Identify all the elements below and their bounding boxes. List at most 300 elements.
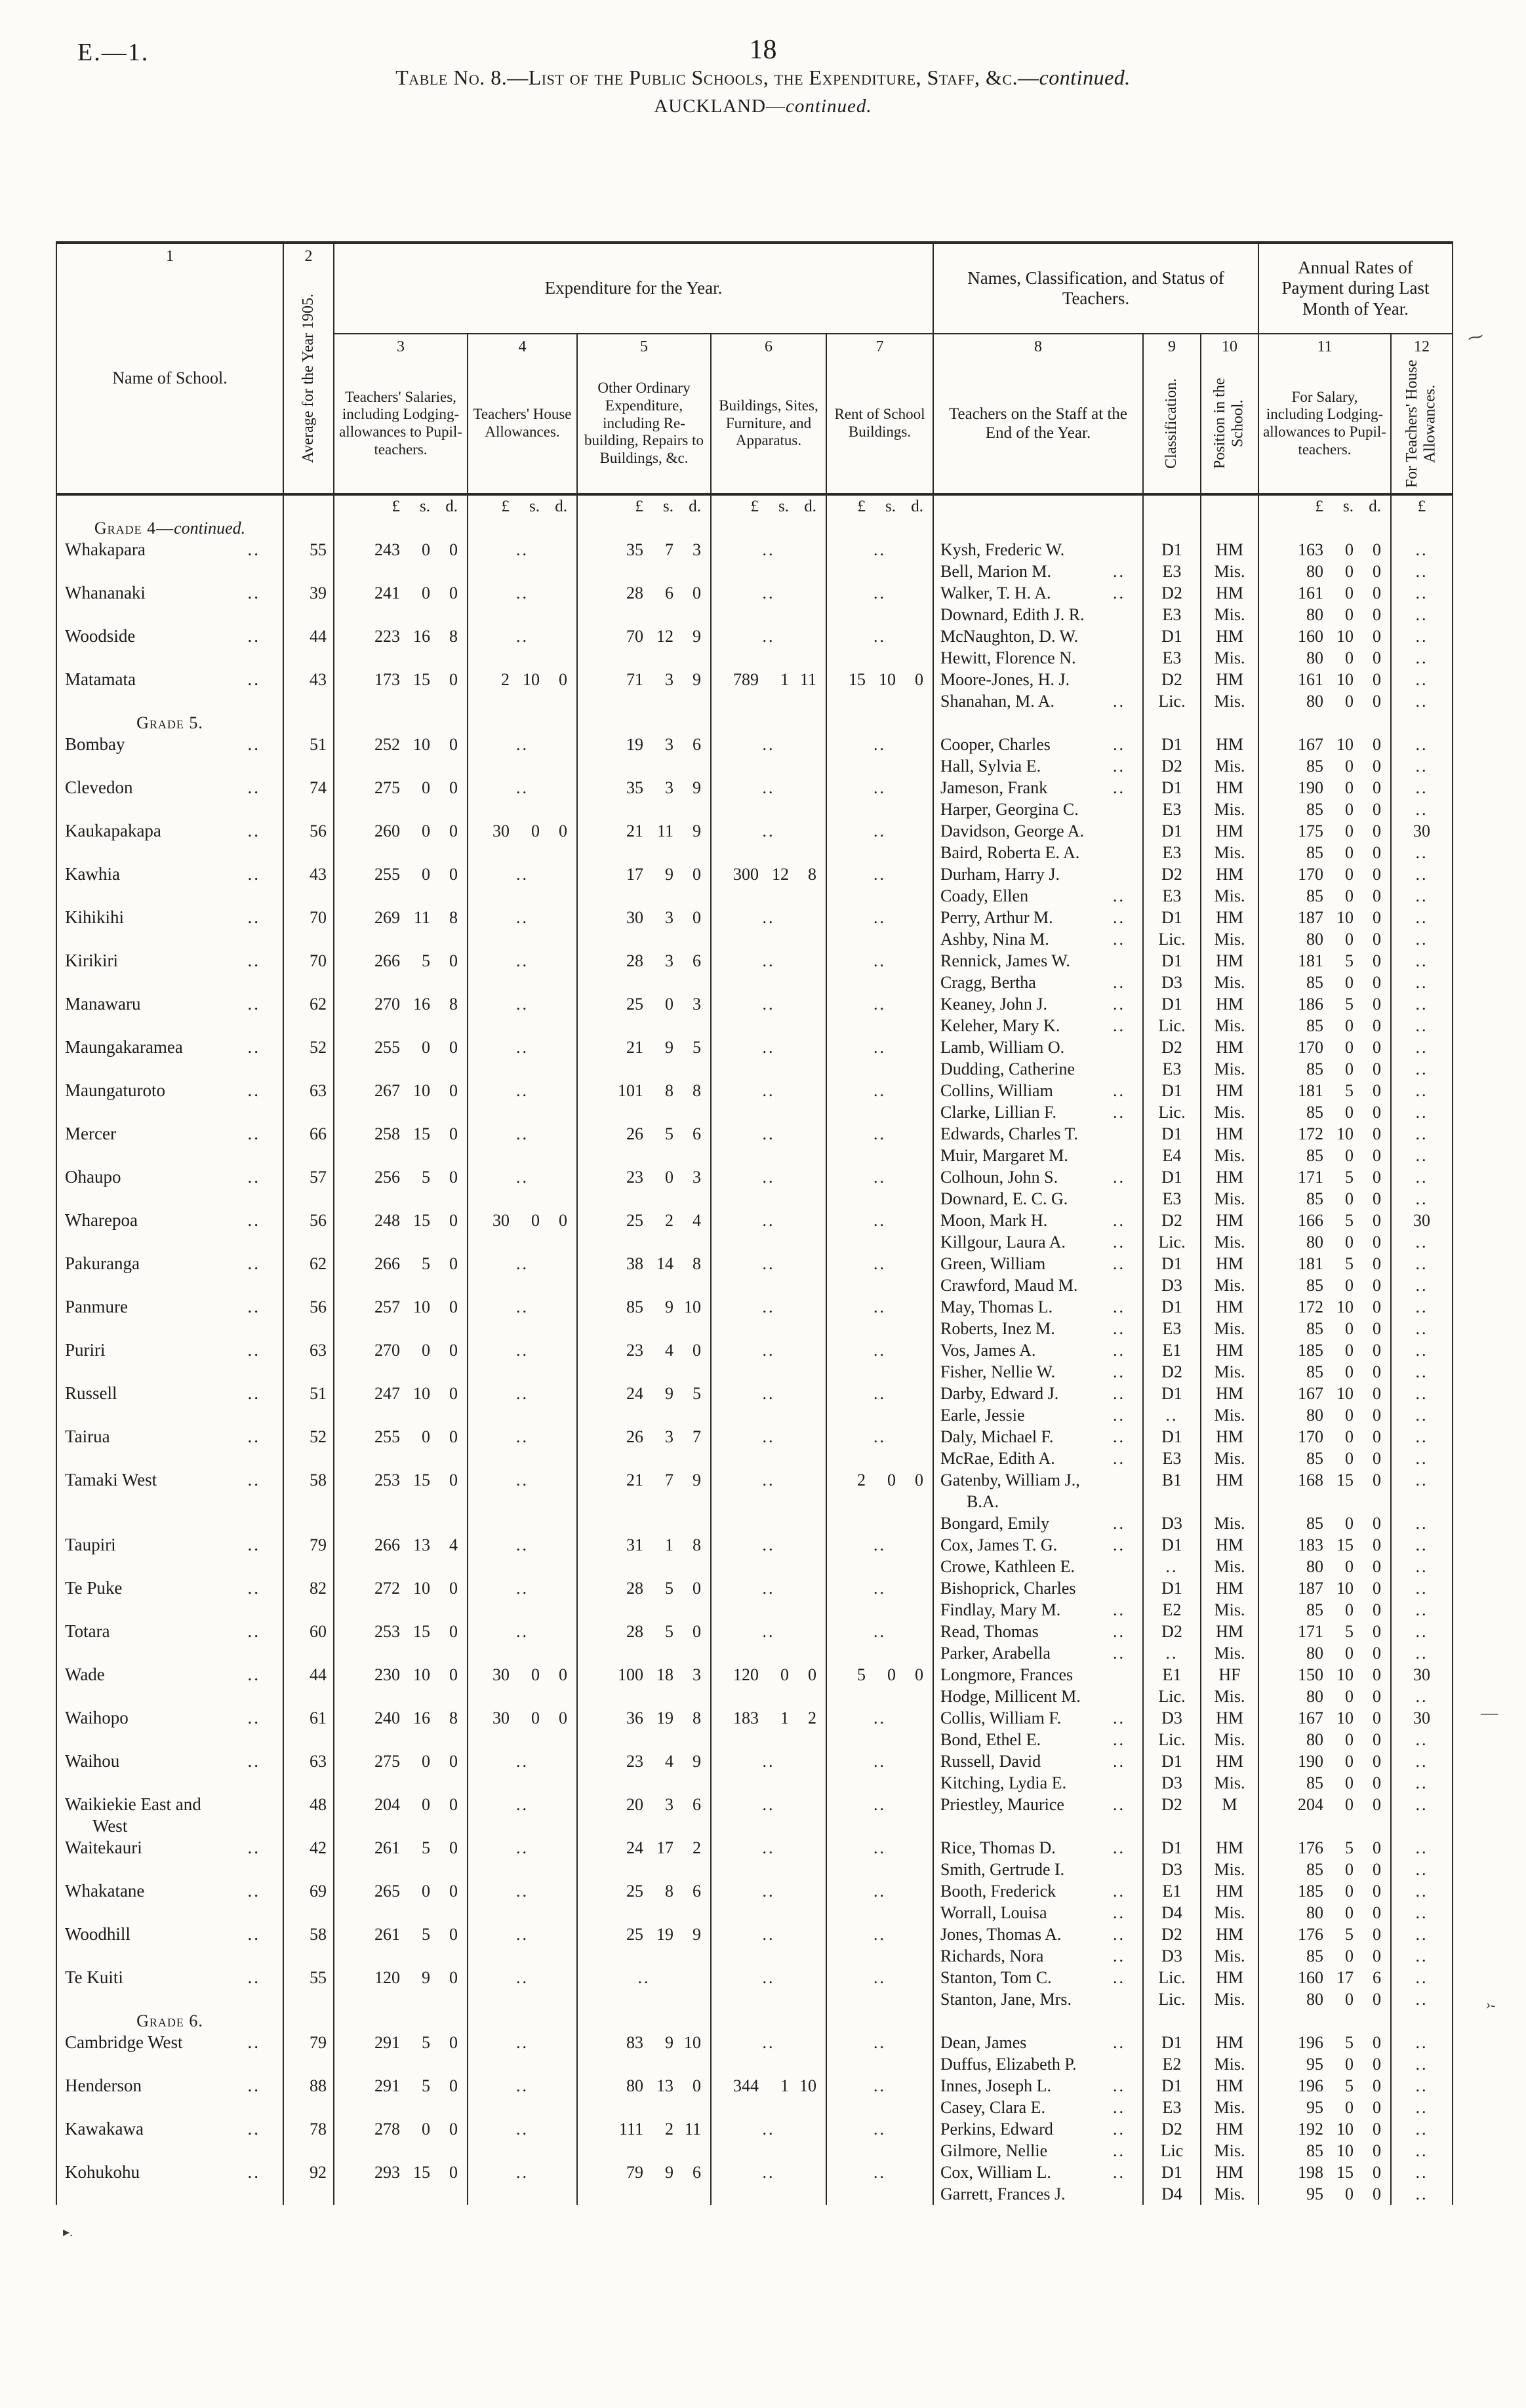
position-cell: Mis. <box>1200 1145 1258 1166</box>
school-cell: Panmure .. <box>65 1297 260 1316</box>
buildings-cell: £ s. d. <box>710 496 826 517</box>
table-row <box>57 972 1452 993</box>
avg-cell: 39 <box>283 582 333 604</box>
salaries-cell: 248 15 0 <box>333 1210 467 1231</box>
other-exp-cell: 85 9 10 <box>576 1296 710 1318</box>
house-allow-cell: 30 0 0 <box>467 1707 576 1729</box>
rate-salary-cell: 85 10 0 <box>1258 2140 1390 2161</box>
avg-cell <box>283 1945 333 1967</box>
house-allow-cell <box>467 799 576 820</box>
rate-salary-cell: 85 0 0 <box>1258 1274 1390 1296</box>
avg-cell: 63 <box>283 1750 333 1772</box>
buildings-cell: .. <box>710 1794 826 1815</box>
avg-cell <box>283 690 333 712</box>
salaries-cell <box>333 755 467 777</box>
table-row <box>57 690 1452 712</box>
buildings-cell: .. <box>710 1967 826 1988</box>
rate-salary-cell: 85 0 0 <box>1258 1772 1390 1794</box>
avg-cell <box>283 972 333 993</box>
rate-salary-cell: 175 0 0 <box>1258 820 1390 842</box>
position-cell: HM <box>1200 777 1258 799</box>
teacher-name-cell: Smith, Gertrude I. <box>933 1859 1142 1880</box>
house-allow-cell <box>467 2183 576 2205</box>
rate-salary-cell: 187 10 0 <box>1258 1577 1390 1599</box>
position-cell: Mis. <box>1200 1945 1258 1967</box>
table-row <box>57 950 1452 972</box>
teacher-name-cell: Ashby, Nina M. .. <box>933 928 1142 950</box>
classification-cell: D2 <box>1142 1210 1200 1231</box>
buildings-cell <box>710 1448 826 1469</box>
avg-cell <box>283 2140 333 2161</box>
salaries-cell <box>333 1361 467 1383</box>
col-number-9: 9 <box>1168 338 1176 355</box>
table-row <box>57 1664 1452 1686</box>
rent-cell <box>826 799 933 820</box>
salaries-cell: 266 13 4 <box>333 1534 467 1556</box>
rent-cell: 15 10 0 <box>826 669 933 690</box>
rate-house-cell: .. <box>1390 2075 1452 2097</box>
header-group-expenditure <box>333 244 933 334</box>
header-average <box>283 244 333 493</box>
position-cell: Mis. <box>1200 2140 1258 2161</box>
avg-cell <box>283 2053 333 2075</box>
rate-salary-cell: 80 0 0 <box>1258 561 1390 582</box>
rate-house-cell: .. <box>1390 863 1452 885</box>
rate-house-cell: .. <box>1390 1058 1452 1080</box>
avg-cell <box>283 842 333 863</box>
teacher-name-cell: May, Thomas L. .. <box>933 1296 1142 1318</box>
other-exp-cell: 25 2 4 <box>576 1210 710 1231</box>
col-label-house-allowances: Teachers' House Allowances. <box>473 406 572 440</box>
other-exp-cell <box>576 2183 710 2205</box>
house-allow-cell: .. <box>467 1924 576 1945</box>
col-label-name-of-school: Name of School. <box>112 368 228 387</box>
rate-salary-cell: 80 0 0 <box>1258 928 1390 950</box>
avg-cell <box>283 1729 333 1750</box>
buildings-cell: .. <box>710 539 826 561</box>
table-row <box>57 907 1452 928</box>
classification-cell: E3 <box>1142 842 1200 863</box>
rent-cell: .. <box>826 1924 933 1945</box>
rate-house-cell: .. <box>1390 647 1452 669</box>
rate-house-cell: .. <box>1390 2097 1452 2118</box>
position-cell: Mis. <box>1200 1404 1258 1426</box>
teacher-name-cell: Moon, Mark H. .. <box>933 1210 1142 1231</box>
other-exp-cell <box>576 561 710 582</box>
classification-cell: E3 <box>1142 647 1200 669</box>
rate-house-cell: .. <box>1390 582 1452 604</box>
rent-cell <box>826 2010 933 2032</box>
rent-cell: .. <box>826 1967 933 1988</box>
salaries-cell <box>333 1988 467 2010</box>
position-cell: Mis. <box>1200 647 1258 669</box>
house-allow-cell <box>467 1058 576 1080</box>
rate-house-cell: .. <box>1390 1231 1452 1253</box>
table-row <box>57 1188 1452 1210</box>
table-row <box>57 1556 1452 1577</box>
other-exp-cell <box>576 604 710 625</box>
col-number-2: 2 <box>304 248 313 265</box>
school-cell: Grade 6. <box>136 2011 203 2030</box>
table-row <box>57 1318 1452 1339</box>
rate-salary-cell: 167 10 0 <box>1258 1383 1390 1404</box>
teacher-name-cell <box>933 2010 1142 2032</box>
subtitle-region: AUCKLAND— <box>654 96 786 117</box>
rate-house-cell: .. <box>1390 1988 1452 2010</box>
school-cell <box>57 2140 283 2161</box>
avg-cell <box>283 1512 333 1534</box>
salaries-cell: 253 15 0 <box>333 1469 467 1491</box>
position-cell: Mis. <box>1200 1188 1258 1210</box>
buildings-cell: .. <box>710 734 826 755</box>
table-row <box>57 1902 1452 1924</box>
rate-salary-cell: 85 0 0 <box>1258 1015 1390 1036</box>
rate-salary-cell: 186 5 0 <box>1258 993 1390 1015</box>
salaries-cell: 223 16 8 <box>333 625 467 647</box>
table-title <box>0 66 1526 90</box>
rent-cell <box>826 1231 933 1253</box>
other-exp-cell: 38 14 8 <box>576 1253 710 1274</box>
house-allow-cell: .. <box>467 582 576 604</box>
table-row <box>57 1967 1452 1988</box>
position-cell: HM <box>1200 2032 1258 2053</box>
school-cell <box>57 1101 283 1123</box>
position-cell: Mis. <box>1200 1902 1258 1924</box>
rent-cell: .. <box>826 1794 933 1815</box>
buildings-cell <box>710 885 826 907</box>
rent-cell: .. <box>826 2118 933 2140</box>
table-row <box>57 1729 1452 1750</box>
teacher-name-cell: Collis, William F. .. <box>933 1707 1142 1729</box>
school-cell: Puriri .. <box>65 1340 260 1360</box>
rate-house-cell: .. <box>1390 1686 1452 1707</box>
house-allow-cell <box>467 1015 576 1036</box>
classification-cell: E2 <box>1142 1599 1200 1621</box>
rate-house-cell: .. <box>1390 842 1452 863</box>
position-cell: Mis. <box>1200 690 1258 712</box>
classification-cell: E3 <box>1142 2097 1200 2118</box>
rate-house-cell: .. <box>1390 1729 1452 1750</box>
house-allow-cell <box>467 1556 576 1577</box>
buildings-cell: .. <box>710 1880 826 1902</box>
col-label-teachers-on-staff: Teachers on the Staff at the End of the Year. <box>949 405 1127 442</box>
rate-house-cell: £ <box>1390 496 1452 517</box>
rate-house-cell: .. <box>1390 972 1452 993</box>
rate-salary-cell <box>1258 1491 1390 1512</box>
rate-house-cell: .. <box>1390 604 1452 625</box>
buildings-cell: 120 0 0 <box>710 1664 826 1686</box>
position-cell: HM <box>1200 1339 1258 1361</box>
rate-house-cell: .. <box>1390 1599 1452 1621</box>
buildings-cell <box>710 1188 826 1210</box>
other-exp-cell <box>576 1512 710 1534</box>
house-allow-cell: .. <box>467 907 576 928</box>
rate-salary-cell: 161 10 0 <box>1258 669 1390 690</box>
house-allow-cell <box>467 712 576 734</box>
buildings-cell: .. <box>710 1837 826 1859</box>
school-cell: Whakapara .. <box>65 540 260 559</box>
rate-house-cell: .. <box>1390 734 1452 755</box>
rate-house-cell: .. <box>1390 885 1452 907</box>
teacher-name-cell: Gilmore, Nellie .. <box>933 2140 1142 2161</box>
teacher-name-cell: Vos, James A. .. <box>933 1339 1142 1361</box>
rate-house-cell: .. <box>1390 928 1452 950</box>
col-label-rate-house: For Teachers' House Allowances. <box>1403 359 1439 488</box>
rate-house-cell: .. <box>1390 1534 1452 1556</box>
salaries-cell <box>333 1729 467 1750</box>
buildings-cell <box>710 1058 826 1080</box>
teacher-name-cell: Durham, Harry J. <box>933 863 1142 885</box>
position-cell: HM <box>1200 1577 1258 1599</box>
ink-mark: — <box>1481 1703 1498 1722</box>
teacher-name-cell: Cooper, Charles .. <box>933 734 1142 755</box>
avg-cell: 56 <box>283 820 333 842</box>
school-cell <box>57 496 283 517</box>
other-exp-cell: £ s. d. <box>576 496 710 517</box>
ink-mark: ▸. <box>63 2225 73 2240</box>
classification-cell: D1 <box>1142 1750 1200 1772</box>
rate-house-cell: .. <box>1390 1036 1452 1058</box>
rate-salary-cell: 80 0 0 <box>1258 1231 1390 1253</box>
position-cell <box>1200 517 1258 539</box>
avg-cell <box>283 1599 333 1621</box>
rent-cell <box>826 1556 933 1577</box>
other-exp-cell <box>576 1231 710 1253</box>
school-cell: Woodside .. <box>65 626 260 646</box>
table-row <box>57 1859 1452 1880</box>
rate-house-cell: .. <box>1390 1318 1452 1339</box>
other-exp-cell: 23 4 9 <box>576 1750 710 1772</box>
house-allow-cell <box>467 1361 576 1383</box>
salaries-cell: 291 5 0 <box>333 2032 467 2053</box>
school-cell <box>57 2053 283 2075</box>
salaries-cell: 266 5 0 <box>333 950 467 972</box>
rent-cell: .. <box>826 777 933 799</box>
teacher-name-cell: Walker, T. H. A. .. <box>933 582 1142 604</box>
buildings-cell <box>710 1491 826 1512</box>
position-cell: HM <box>1200 1469 1258 1491</box>
house-allow-cell: .. <box>467 734 576 755</box>
rate-salary-cell: 163 0 0 <box>1258 539 1390 561</box>
schools-table <box>56 241 1453 2205</box>
rent-cell <box>826 1945 933 1967</box>
house-allow-cell: .. <box>467 1080 576 1101</box>
classification-cell: D1 <box>1142 1166 1200 1188</box>
avg-cell <box>283 1491 333 1512</box>
house-allow-cell <box>467 2140 576 2161</box>
position-cell: HM <box>1200 1880 1258 1902</box>
house-allow-cell <box>467 1231 576 1253</box>
rent-cell <box>826 1642 933 1664</box>
classification-cell: D4 <box>1142 2183 1200 2205</box>
table-row <box>57 1036 1452 1058</box>
table-row <box>57 734 1452 755</box>
house-allow-cell <box>467 1729 576 1750</box>
salaries-cell: 241 0 0 <box>333 582 467 604</box>
rate-salary-cell: 80 0 0 <box>1258 690 1390 712</box>
avg-cell: 43 <box>283 863 333 885</box>
school-cell: Tairua .. <box>65 1427 260 1446</box>
school-cell: Ohaupo .. <box>65 1167 260 1187</box>
classification-cell: D4 <box>1142 1902 1200 1924</box>
avg-cell <box>283 928 333 950</box>
rate-house-cell: .. <box>1390 1166 1452 1188</box>
rent-cell <box>826 928 933 950</box>
rent-cell <box>826 561 933 582</box>
other-exp-cell: 21 9 5 <box>576 1036 710 1058</box>
other-exp-cell: 35 7 3 <box>576 539 710 561</box>
salaries-cell: 261 5 0 <box>333 1837 467 1859</box>
page-number: 18 <box>749 35 777 65</box>
school-cell <box>57 1599 283 1621</box>
salaries-cell: 255 0 0 <box>333 863 467 885</box>
buildings-cell <box>710 1318 826 1339</box>
classification-cell: D3 <box>1142 1512 1200 1534</box>
house-allow-cell <box>467 1945 576 1967</box>
buildings-cell <box>710 755 826 777</box>
rent-cell <box>826 647 933 669</box>
teacher-name-cell: Dean, James .. <box>933 2032 1142 2053</box>
school-cell <box>57 1859 283 1880</box>
teacher-name-cell: Crawford, Maud M. <box>933 1274 1142 1296</box>
position-cell: HM <box>1200 1166 1258 1188</box>
buildings-cell: 789 1 11 <box>710 669 826 690</box>
table-row <box>57 1621 1452 1642</box>
rent-cell <box>826 1729 933 1750</box>
other-exp-cell <box>576 712 710 734</box>
teacher-name-cell: Harper, Georgina C. <box>933 799 1142 820</box>
avg-cell <box>283 1448 333 1469</box>
position-cell: HM <box>1200 539 1258 561</box>
salaries-cell: 255 0 0 <box>333 1426 467 1448</box>
table-row <box>57 820 1452 842</box>
school-cell: Waihou .. <box>65 1751 260 1771</box>
position-cell: Mis. <box>1200 1772 1258 1794</box>
rent-cell <box>826 1988 933 2010</box>
teacher-name-cell: Shanahan, M. A. .. <box>933 690 1142 712</box>
school-cell: Te Kuiti .. <box>65 1967 260 1987</box>
table-row <box>57 1404 1452 1426</box>
house-allow-cell: .. <box>467 1621 576 1642</box>
salaries-cell <box>333 2053 467 2075</box>
salaries-cell <box>333 1188 467 1210</box>
classification-cell: D2 <box>1142 1361 1200 1383</box>
avg-cell: 74 <box>283 777 333 799</box>
rent-cell <box>826 1491 933 1512</box>
rent-cell: .. <box>826 1123 933 1145</box>
house-allow-cell: .. <box>467 1383 576 1404</box>
other-exp-cell: 24 17 2 <box>576 1837 710 1859</box>
avg-cell <box>283 755 333 777</box>
classification-cell: D1 <box>1142 1577 1200 1599</box>
rate-house-cell: .. <box>1390 1188 1452 1210</box>
table-row <box>57 755 1452 777</box>
classification-cell: D3 <box>1142 1274 1200 1296</box>
teacher-name-cell: Stanton, Jane, Mrs. <box>933 1988 1142 2010</box>
avg-cell <box>283 1274 333 1296</box>
rate-house-cell: .. <box>1390 907 1452 928</box>
rent-cell <box>826 1101 933 1123</box>
salaries-cell <box>333 2010 467 2032</box>
col-label-salaries: Teachers' Salaries, including Lodging-allowances to Pupil-teachers. <box>339 388 462 458</box>
table-row <box>57 1339 1452 1361</box>
rent-cell: 2 0 0 <box>826 1469 933 1491</box>
rate-house-cell: .. <box>1390 1015 1452 1036</box>
school-cell: Totara .. <box>65 1621 260 1641</box>
avg-cell <box>283 712 333 734</box>
school-cell <box>57 604 283 625</box>
other-exp-cell <box>576 1859 710 1880</box>
salaries-cell <box>333 2140 467 2161</box>
avg-cell <box>283 496 333 517</box>
buildings-cell <box>710 1404 826 1426</box>
rate-salary-cell: 190 0 0 <box>1258 1750 1390 1772</box>
rent-cell <box>826 885 933 907</box>
buildings-cell: .. <box>710 993 826 1015</box>
salaries-cell <box>333 1274 467 1296</box>
avg-cell: 62 <box>283 993 333 1015</box>
other-exp-cell: 30 3 0 <box>576 907 710 928</box>
buildings-cell: .. <box>710 2118 826 2140</box>
teacher-name-cell: Priestley, Maurice .. <box>933 1794 1142 1815</box>
position-cell: Mis. <box>1200 1599 1258 1621</box>
teacher-name-cell: Jones, Thomas A. .. <box>933 1924 1142 1945</box>
classification-cell: D1 <box>1142 2161 1200 2183</box>
salaries-cell <box>333 1686 467 1707</box>
rate-house-cell: .. <box>1390 1080 1452 1101</box>
rent-cell: .. <box>826 582 933 604</box>
avg-cell <box>283 1101 333 1123</box>
house-allow-cell <box>467 972 576 993</box>
other-exp-cell <box>576 1015 710 1036</box>
buildings-cell <box>710 799 826 820</box>
table-row <box>57 2053 1452 2075</box>
buildings-cell: .. <box>710 1253 826 1274</box>
house-allow-cell <box>467 1988 576 2010</box>
buildings-cell <box>710 604 826 625</box>
teacher-name-cell: Darby, Edward J. .. <box>933 1383 1142 1404</box>
buildings-cell: .. <box>710 1750 826 1772</box>
rate-salary-cell: 181 5 0 <box>1258 950 1390 972</box>
school-cell: Bombay .. <box>65 734 260 754</box>
rate-house-cell: .. <box>1390 1750 1452 1772</box>
buildings-cell: .. <box>710 582 826 604</box>
other-exp-cell <box>576 799 710 820</box>
avg-cell: 88 <box>283 2075 333 2097</box>
col-number-5: 5 <box>640 338 648 355</box>
classification-cell: D2 <box>1142 1794 1200 1815</box>
avg-cell <box>283 647 333 669</box>
school-cell <box>57 799 283 820</box>
school-cell: Cambridge West .. <box>65 2032 260 2052</box>
school-cell: Kaukapakapa .. <box>65 821 260 840</box>
other-exp-cell <box>576 1491 710 1512</box>
house-allow-cell: 30 0 0 <box>467 1664 576 1686</box>
classification-cell: E3 <box>1142 561 1200 582</box>
school-cell <box>57 1448 283 1469</box>
position-cell: HM <box>1200 820 1258 842</box>
rate-house-cell: .. <box>1390 2161 1452 2183</box>
salaries-cell <box>333 690 467 712</box>
position-cell: Mis. <box>1200 1859 1258 1880</box>
classification-cell: D1 <box>1142 734 1200 755</box>
rent-cell <box>826 1361 933 1383</box>
classification-cell: D1 <box>1142 1123 1200 1145</box>
teacher-name-cell: Cox, William L. .. <box>933 2161 1142 2183</box>
avg-cell: 52 <box>283 1036 333 1058</box>
buildings-cell <box>710 972 826 993</box>
header-group-rates <box>1258 244 1452 334</box>
